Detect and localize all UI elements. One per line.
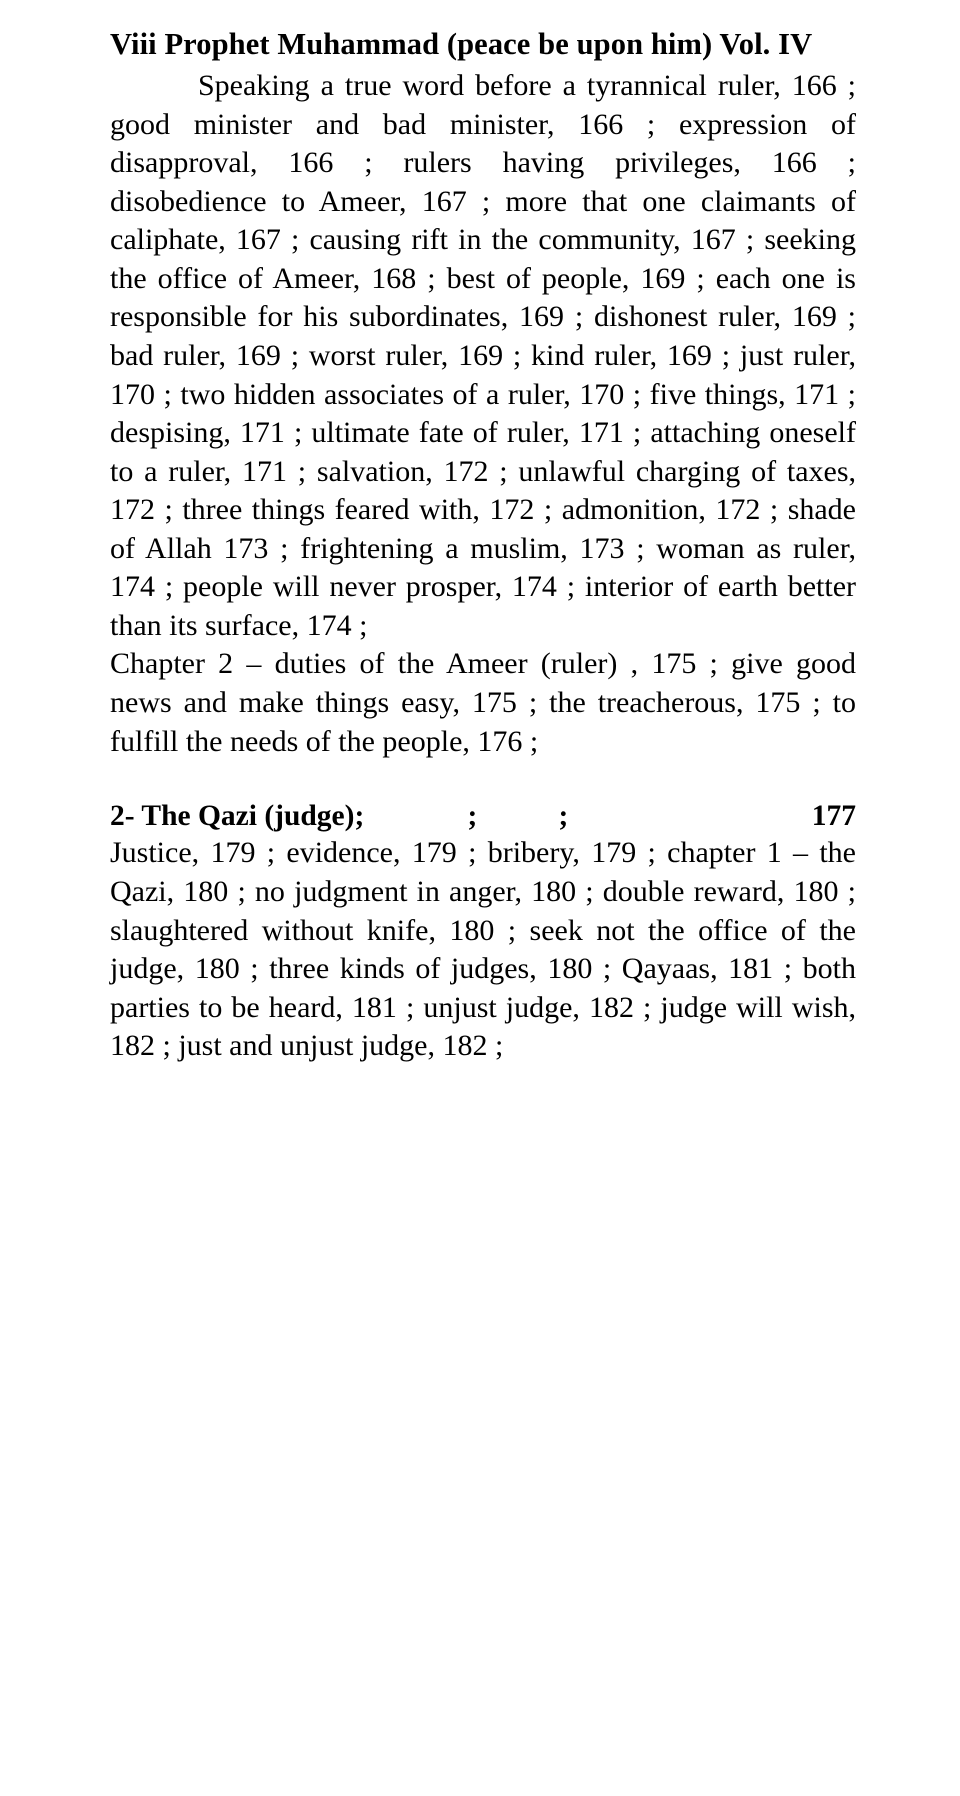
index-content [110,67,856,1066]
index-paragraph-2: Chapter 2 – duties of the Ameer (ruler) , 175 ; give good news and make things easy, 175 ; the treacherous, 175 ; to fulfill the needs of the people, 176 ; [110,647,856,758]
index-paragraph-1: Speaking a true word before a tyrannical ruler, 166 ; good minister and bad minister, 166 ; expression of disapproval, 166 ; rulers having privileges, 166 ; disobedience to Ameer, 167 ; more that one claimants of caliphate, 167 ; causing rift in the community, 167 ; seeking the office of Ameer, 168 ; best of people, 169 ; each one is responsible for his subordinates, 169 ; dishonest ruler, 169 ; bad ruler, 169 ; worst ruler, 169 ; kind ruler, 169 ; just ruler, 170 ; two hidden associates of a ruler, 170 ; five things, 171 ; despising, 171 ; ultimate fate of ruler, 171 ; attaching oneself to a ruler, 171 ; salvation, 172 ; unlawful charging of taxes, 172 ; three things feared with, 172 ; admonition, 172 ; shade of Allah 173 ; frightening a muslim, 173 ; woman as ruler, 174 ; people will never prosper, 174 ; interior of earth better than its surface, 174 ; [110,69,856,642]
section-title: 2- The Qazi (judge) [110,800,355,833]
section-page-number: 177 [811,800,856,833]
section-leader-dots: ; ; ; [354,800,569,833]
section-heading-qazi [110,799,856,834]
index-paragraph-3: Justice, 179 ; evidence, 179 ; bribery, 179 ; chapter 1 – the Qazi, 180 ; no judgment in anger, 180 ; double reward, 180 ; slaughtered without knife, 180 ; seek not the office of the judge, 180 ; three kinds of judges, 180 ; Qayaas, 181 ; both parties to be heard, 181 ; unjust judge, 182 ; judge will wish, 182 ; just and unjust judge, 182 ; [110,836,856,1063]
running-head: Viii Prophet Muhammad (peace be upon him) Vol. IV [110,27,813,61]
